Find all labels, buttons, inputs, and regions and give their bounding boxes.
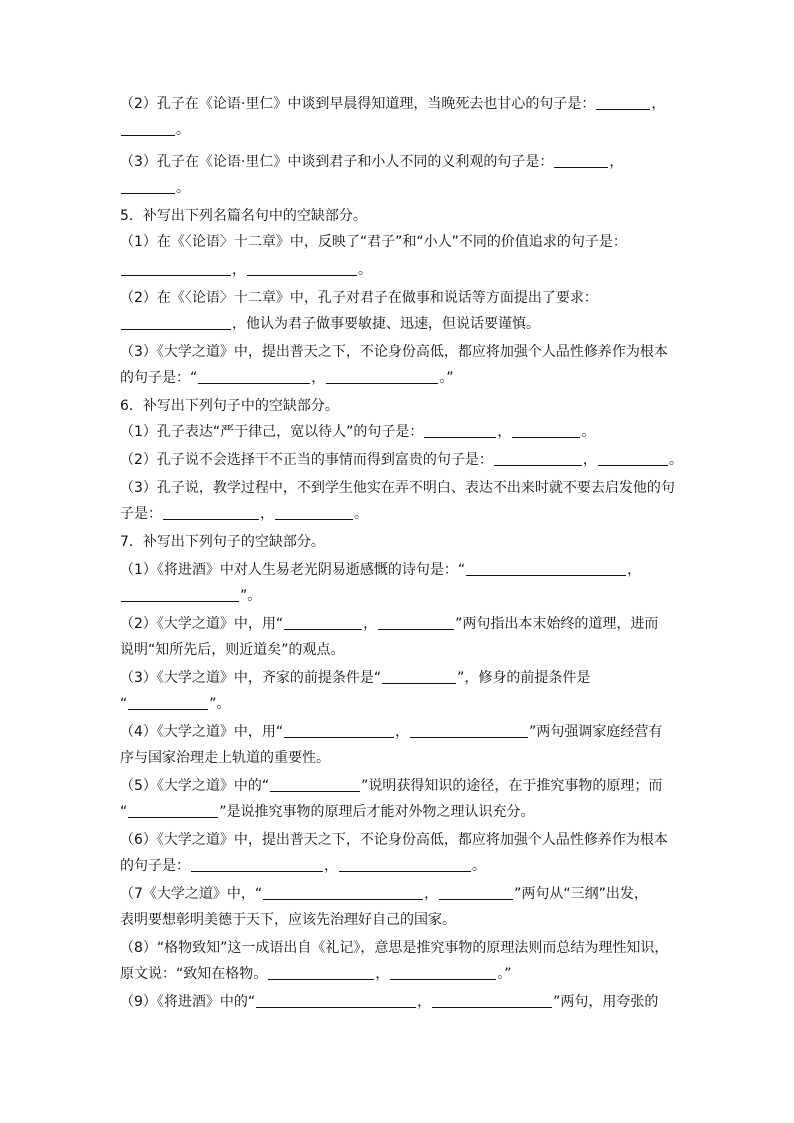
line-text: （2）《大学之道》中，用“ [120, 616, 284, 632]
line-text: （8）“格物致知”这一成语出自《礼记》，意思是推究事物的原理法则而总结为理性知识， [120, 940, 669, 956]
document-line [120, 748, 680, 768]
fill-in-blank[interactable] [121, 315, 231, 330]
line-text: ， [311, 370, 326, 386]
line-text: ”两句，用夸张的 [553, 994, 659, 1010]
line-text: ”，修身的前提条件是 [457, 670, 591, 686]
document-line [120, 992, 680, 1012]
document-line [120, 776, 680, 796]
fill-in-blank[interactable] [339, 857, 471, 872]
line-text: 的句子是：“ [120, 370, 198, 386]
fill-in-blank[interactable] [121, 179, 175, 194]
line-text: 原文说：“致知在格物。 [120, 966, 268, 982]
fill-in-blank[interactable] [275, 505, 353, 520]
document-line [120, 830, 680, 850]
document-line [120, 152, 680, 172]
fill-in-blank[interactable] [326, 369, 438, 384]
line-text: 6．补写出下列句子中的空缺部分。 [120, 398, 339, 414]
line-text: （9）《将进酒》中的“ [120, 994, 256, 1010]
document-line [120, 314, 680, 334]
fill-in-blank[interactable] [247, 261, 357, 276]
fill-in-blank[interactable] [494, 451, 582, 466]
line-text: （1）《将进酒》中对人生易老光阴易逝感慨的诗句是：“ [120, 562, 466, 578]
line-text: “ [120, 696, 128, 712]
line-text: （3）《大学之道》中，齐家的前提条件是“ [120, 670, 382, 686]
document-line [120, 94, 680, 114]
fill-in-blank[interactable] [121, 587, 239, 602]
line-text: ， [627, 562, 642, 578]
line-text: ， [395, 724, 410, 740]
line-text: 。” [497, 966, 512, 982]
document-line [120, 532, 680, 552]
line-text: （5）《大学之道》中的“ [120, 778, 270, 794]
line-text: （3）孔子说，教学过程中，不到学生他实在弄不明白、表达不出来时就不要去启发他的句 [120, 480, 675, 496]
fill-in-blank[interactable] [163, 505, 259, 520]
fill-in-blank[interactable] [466, 561, 626, 576]
fill-in-blank[interactable] [382, 669, 456, 684]
document-line [120, 640, 680, 660]
line-text: ， [424, 886, 439, 902]
document-line [120, 856, 680, 876]
fill-in-blank[interactable] [378, 615, 454, 630]
fill-in-blank[interactable] [432, 993, 552, 1008]
line-text: （7《大学之道》中，“ [120, 886, 263, 902]
line-text: （1）孔子表达“严于律己，宽以待人”的句子是： [120, 424, 424, 440]
line-text: 说明“知所先后，则近道矣”的观点。 [120, 642, 345, 658]
fill-in-blank[interactable] [439, 885, 513, 900]
document-line [120, 560, 680, 580]
line-text: （2）孔子在《论语·里仁》中谈到早晨得知道理，当晚死去也甘心的句子是： [120, 96, 596, 112]
fill-in-blank[interactable] [284, 615, 362, 630]
line-text: 。 [354, 506, 368, 522]
line-text: ， [232, 262, 246, 278]
document-line [120, 614, 680, 634]
fill-in-blank[interactable] [598, 451, 668, 466]
line-text: 。 [472, 858, 486, 874]
line-text: 表明要想彰明美德于天下，应该先治理好自己的国家。 [120, 912, 456, 928]
line-text: 序与国家治理走上轨道的重要性。 [120, 750, 330, 766]
line-text: ”说明获得知识的途径，在于推究事物的原理；而 [361, 778, 663, 794]
fill-in-blank[interactable] [554, 153, 608, 168]
line-text: ， [260, 506, 274, 522]
line-text: ， [363, 616, 378, 632]
fill-in-blank[interactable] [121, 261, 231, 276]
line-text: 。” [439, 370, 454, 386]
document-line [120, 884, 680, 904]
document-line [120, 802, 680, 822]
line-text: 5．补写出下列名篇名句中的空缺部分。 [120, 208, 367, 224]
line-text: （6）《大学之道》中，提出普天之下，不论身份高低，都应将加强个人品性修养作为根本 [120, 832, 668, 848]
document-line [120, 694, 680, 714]
fill-in-blank[interactable] [268, 965, 374, 980]
fill-in-blank[interactable] [284, 723, 394, 738]
line-text: ”是说推究事物的原理后才能对外物之理认识充分。 [219, 804, 535, 820]
document-line [120, 288, 680, 308]
line-text: 。 [176, 122, 190, 138]
line-text: ， [582, 452, 597, 468]
line-text: （3）《大学之道》中，提出普天之下，不论身份高低，都应将加强个人品性修养作为根本 [120, 344, 668, 360]
line-text: （4）《大学之道》中，用“ [120, 724, 284, 740]
document-line [120, 260, 680, 280]
line-text: ， [324, 858, 338, 874]
document-line [120, 722, 680, 742]
document-line [120, 504, 680, 524]
document-line [120, 232, 680, 252]
document-line [120, 368, 680, 388]
line-text: ”两句指出本末始终的道理，进而 [455, 616, 659, 632]
line-text: ， [497, 424, 512, 440]
line-text: 的句子是： [120, 858, 190, 874]
line-text: 。 [581, 424, 596, 440]
document-line [120, 668, 680, 688]
fill-in-blank[interactable] [256, 993, 416, 1008]
line-text: （2）在《〈论语〉十二章》中，孔子对君子在做事和说话等方面提出了要求： [120, 290, 598, 306]
fill-in-blank[interactable] [128, 803, 218, 818]
document-line [120, 586, 680, 606]
document-line [120, 450, 683, 470]
line-text: 子是： [120, 506, 162, 522]
line-text: ， [651, 96, 666, 112]
fill-in-blank[interactable] [191, 857, 323, 872]
document-line [120, 206, 680, 226]
fill-in-blank[interactable] [263, 885, 423, 900]
line-text: ， [417, 994, 432, 1010]
fill-in-blank[interactable] [512, 423, 580, 438]
document-line [120, 910, 680, 930]
fill-in-blank[interactable] [410, 723, 528, 738]
line-text: ， [375, 966, 390, 982]
fill-in-blank[interactable] [128, 695, 208, 710]
document-line [120, 120, 680, 140]
line-text: ，他认为君子做事要敏捷、迅速，但说话要谨慎。 [232, 316, 540, 332]
fill-in-blank[interactable] [596, 95, 650, 110]
fill-in-blank[interactable] [424, 423, 496, 438]
line-text: （2）孔子说不会选择干不正当的事情而得到富贵的句子是： [120, 452, 493, 468]
fill-in-blank[interactable] [198, 369, 310, 384]
line-text: “ [120, 804, 128, 820]
line-text: （1）在《〈论语〉十二章》中，反映了“君子”和“小人”不同的价值追求的句子是： [120, 234, 627, 250]
line-text: 7．补写出下列句子的空缺部分。 [120, 534, 325, 550]
line-text: 。 [358, 262, 372, 278]
fill-in-blank[interactable] [390, 965, 496, 980]
document-line [120, 422, 680, 442]
line-text: ”两句从“三纲”出发， [514, 886, 648, 902]
document-line [120, 396, 680, 416]
line-text: ”两句强调家庭经营有 [529, 724, 663, 740]
line-text: 。 [176, 180, 190, 196]
line-text: ”。 [209, 696, 231, 712]
line-text: （3）孔子在《论语·里仁》中谈到君子和小人不同的义利观的句子是： [120, 154, 554, 170]
fill-in-blank[interactable] [121, 121, 175, 136]
line-text: ”。 [240, 588, 262, 604]
document-line [120, 178, 680, 198]
document-line [120, 478, 680, 498]
document-line [120, 938, 680, 958]
line-text: ， [609, 154, 624, 170]
document-line [120, 342, 680, 362]
document-line [120, 964, 680, 984]
line-text: 。 [668, 452, 683, 468]
fill-in-blank[interactable] [270, 777, 360, 792]
